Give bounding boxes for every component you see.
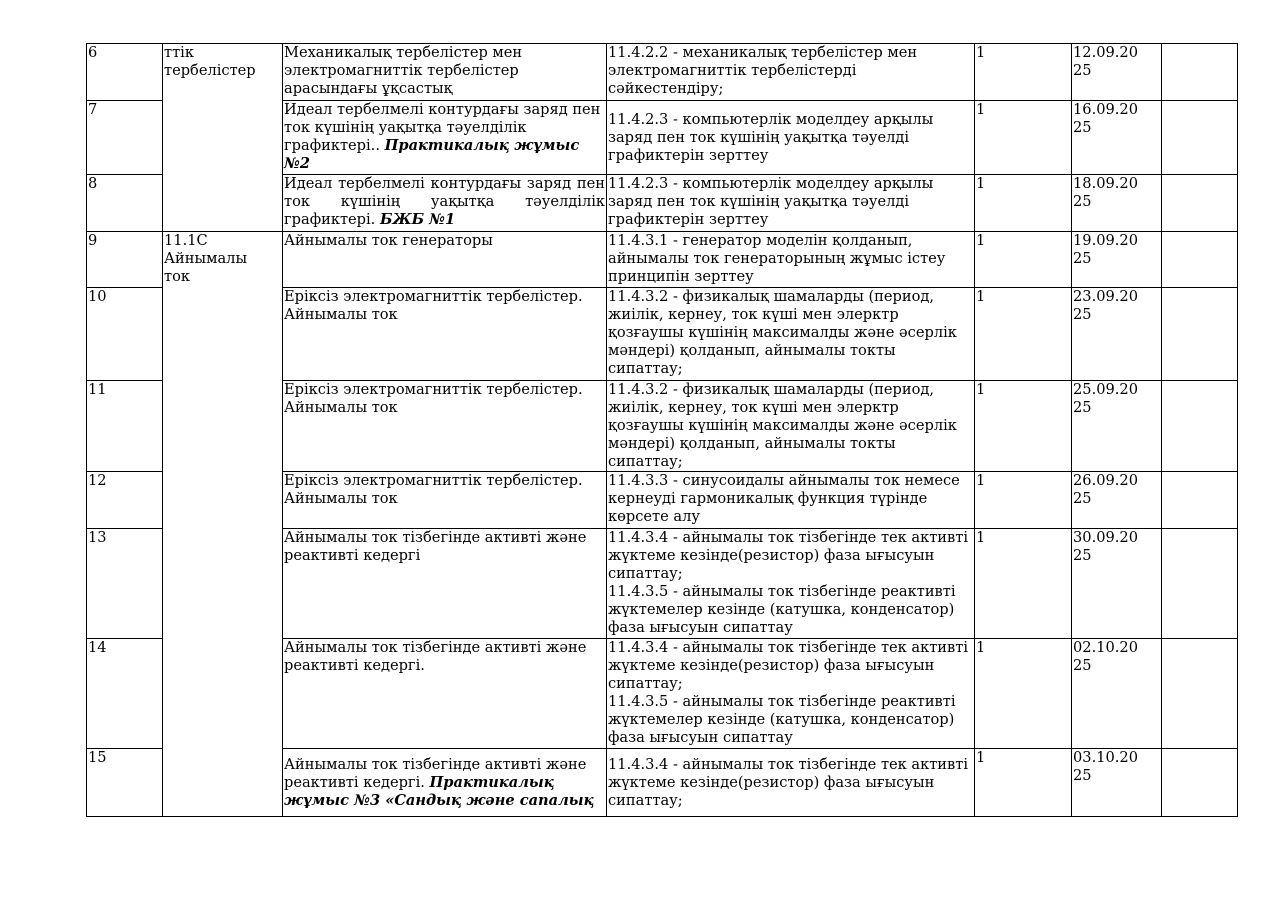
learning-objective: 11.4.2.2 - механикалық тербелістер мен электромагниттік тербелістерді сәйкестендіру; [607, 44, 975, 101]
hours-count: 1 [975, 232, 1072, 288]
lesson-topic: Айнымалы ток тізбегінде активті және реактивті кедергі. Практикалық жұмыс №3 «Сандық және сапалық [283, 749, 607, 817]
learning-objective: 11.4.3.2 - физикалық шамаларды (период, жиілік, кернеу, ток күші мен элерктр қозғаушы күшінің максималды және әсерлік мәндері) қолданып, айнымалы токты сипаттау; [607, 288, 975, 381]
learning-objective: 11.4.2.3 - компьютерлік моделдеу арқылы заряд пен ток күшінің уақытқа тәуелді графиктерін зерттеу [607, 175, 975, 232]
hours-count: 1 [975, 749, 1072, 817]
learning-objective: 11.4.3.4 - айнымалы ток тізбегінде тек активті жүктеме кезінде(резистор) фаза ығысуын сипаттау; [607, 749, 975, 817]
lesson-topic: Айнымалы ток тізбегінде активті және реактивті кедергі [283, 529, 607, 639]
hours-count: 1 [975, 639, 1072, 749]
practical-work-label: Практикалық жұмыс №2 [284, 137, 580, 172]
learning-objective: 11.4.3.4 - айнымалы ток тізбегінде тек активті жүктеме кезінде(резистор) фаза ығысуын сипаттау; 11.4.3.5 - айнымалы ток тізбегінде реактивті жүктемелер кезінде (катушка, конденсатор) фаза ығысуын сипаттау [607, 529, 975, 639]
note-cell [1162, 44, 1238, 101]
lesson-number: 10 [87, 288, 163, 381]
lesson-date: 26.09.20 25 [1072, 472, 1162, 529]
hours-count: 1 [975, 381, 1072, 472]
assessment-label: БЖБ №1 [379, 211, 456, 228]
lesson-number: 7 [87, 101, 163, 175]
lesson-date: 30.09.20 25 [1072, 529, 1162, 639]
lesson-topic: Идеал тербелмелі контурдағы заряд пен ток күшінің уақытқа тәуелділік графиктері.. Практикалық жұмыс №2 [283, 101, 607, 175]
lesson-date: 16.09.20 25 [1072, 101, 1162, 175]
hours-count: 1 [975, 175, 1072, 232]
learning-objective: 11.4.3.4 - айнымалы ток тізбегінде тек активті жүктеме кезінде(резистор) фаза ығысуын сипаттау; 11.4.3.5 - айнымалы ток тізбегінде реактивті жүктемелер кезінде (катушка, конденсатор) фаза ығысуын сипаттау [607, 639, 975, 749]
learning-objective: 11.4.3.3 - синусоидалы айнымалы ток немесе кернеуді гармоникалық функция түрінде көрсете алу [607, 472, 975, 529]
hours-count: 1 [975, 101, 1072, 175]
lesson-date: 25.09.20 25 [1072, 381, 1162, 472]
lesson-date: 03.10.20 25 [1072, 749, 1162, 817]
lesson-number: 6 [87, 44, 163, 101]
lesson-number: 13 [87, 529, 163, 639]
note-cell [1162, 639, 1238, 749]
lesson-topic: Еріксіз электромагниттік тербелістер. Айнымалы ток [283, 381, 607, 472]
hours-count: 1 [975, 472, 1072, 529]
note-cell [1162, 472, 1238, 529]
note-cell [1162, 175, 1238, 232]
learning-objective: 11.4.2.3 - компьютерлік моделдеу арқылы заряд пен ток күшінің уақытқа тәуелді графиктерін зерттеу [607, 101, 975, 175]
section-name: 11.1С Айнымалы ток [163, 232, 283, 817]
note-cell [1162, 529, 1238, 639]
lesson-number: 14 [87, 639, 163, 749]
lesson-number: 8 [87, 175, 163, 232]
note-cell [1162, 288, 1238, 381]
lesson-topic: Айнымалы ток тізбегінде активті және реактивті кедергі. [283, 639, 607, 749]
lesson-topic: Механикалық тербелістер мен электромагниттік тербелістер арасындағы ұқсастық [283, 44, 607, 101]
lesson-number: 12 [87, 472, 163, 529]
hours-count: 1 [975, 44, 1072, 101]
practical-work-label: Практикалық жұмыс №3 «Сандық және сапалық [284, 774, 594, 809]
lesson-topic: Идеал тербелмелі контурдағы заряд пен ток күшінің уақытқа тәуелділік графиктері. БЖБ №1 [283, 175, 607, 232]
lesson-plan-table [86, 43, 1238, 817]
lesson-date: 18.09.20 25 [1072, 175, 1162, 232]
lesson-date: 19.09.20 25 [1072, 232, 1162, 288]
lesson-date: 23.09.20 25 [1072, 288, 1162, 381]
table-row [87, 44, 1238, 101]
section-name: ттік тербелістер [163, 44, 283, 232]
note-cell [1162, 101, 1238, 175]
note-cell [1162, 749, 1238, 817]
lesson-number: 15 [87, 749, 163, 817]
hours-count: 1 [975, 288, 1072, 381]
learning-objective: 11.4.3.2 - физикалық шамаларды (период, жиілік, кернеу, ток күші мен элерктр қозғаушы күшінің максималды және әсерлік мәндері) қолданып, айнымалы токты сипаттау; [607, 381, 975, 472]
lesson-number: 9 [87, 232, 163, 288]
note-cell [1162, 232, 1238, 288]
lesson-topic: Еріксіз электромагниттік тербелістер. Айнымалы ток [283, 472, 607, 529]
lesson-topic: Еріксіз электромагниттік тербелістер. Айнымалы ток [283, 288, 607, 381]
lesson-number: 11 [87, 381, 163, 472]
lesson-date: 12.09.20 25 [1072, 44, 1162, 101]
table-row [87, 232, 1238, 288]
learning-objective: 11.4.3.1 - генератор моделін қолданып, айнымалы ток генераторының жұмыс істеу принципін зерттеу [607, 232, 975, 288]
note-cell [1162, 381, 1238, 472]
hours-count: 1 [975, 529, 1072, 639]
lesson-date: 02.10.20 25 [1072, 639, 1162, 749]
lesson-topic: Айнымалы ток генераторы [283, 232, 607, 288]
